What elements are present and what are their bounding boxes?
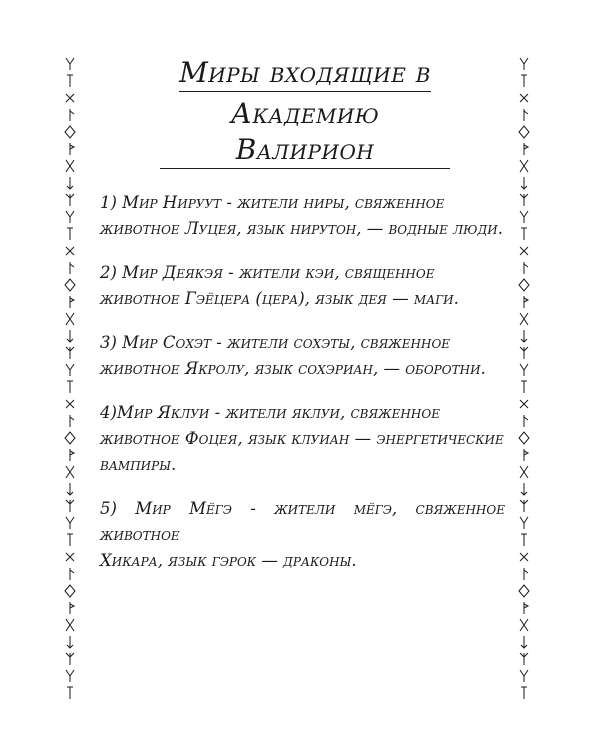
rune-glyph-icon <box>520 58 528 70</box>
rune-glyph-icon <box>70 143 74 155</box>
rune-glyph-icon <box>524 143 528 155</box>
rune-glyph-icon <box>66 466 74 478</box>
rune-glyph-icon <box>66 553 74 561</box>
world-entry <box>100 400 505 478</box>
rune-glyph-icon <box>521 534 527 546</box>
rune-glyph-icon <box>520 211 528 223</box>
rune-glyph-icon <box>520 466 528 478</box>
rune-glyph-icon <box>67 687 73 699</box>
rune-glyph-icon <box>520 364 528 376</box>
rune-glyph-icon <box>70 296 74 308</box>
world-entry <box>100 190 505 242</box>
rune-border-ornament-icon <box>62 50 78 700</box>
rune-glyph-icon <box>520 517 528 529</box>
rune-glyph-icon <box>66 500 74 512</box>
entry-line: животное Луцея, язык нирутон, — водные люди. <box>100 219 503 238</box>
rune-glyph-icon <box>520 313 528 325</box>
rune-glyph-icon <box>66 313 74 325</box>
rune-glyph-icon <box>66 653 74 665</box>
rune-glyph-icon <box>521 636 527 648</box>
entry-line: 2) Мир Деякэя - жители кэи, священное <box>100 263 435 282</box>
rune-glyph-icon <box>67 75 73 87</box>
page-title <box>160 50 450 173</box>
rune-glyph-icon <box>524 415 528 427</box>
rune-glyph-icon <box>521 228 527 240</box>
entry-line: 4)Мир Яклуи - жители яклуи, свяженное <box>100 403 440 422</box>
rune-glyph-icon <box>520 194 528 206</box>
rune-glyph-icon <box>70 449 74 461</box>
rune-glyph-icon <box>519 432 529 444</box>
rune-glyph-icon <box>70 602 74 614</box>
worlds-list <box>100 190 505 592</box>
rune-glyph-icon <box>65 126 75 138</box>
rune-glyph-icon <box>521 330 527 342</box>
rune-glyph-icon <box>524 262 528 274</box>
rune-glyph-icon <box>70 109 74 121</box>
rune-glyph-icon <box>67 381 73 393</box>
rune-glyph-icon <box>66 347 74 359</box>
rune-glyph-icon <box>66 211 74 223</box>
left-rune-border <box>62 50 78 700</box>
rune-glyph-icon <box>520 653 528 665</box>
rune-glyph-icon <box>524 109 528 121</box>
title-line-1: Миры входящие в <box>179 55 431 92</box>
rune-glyph-icon <box>66 194 74 206</box>
rune-glyph-icon <box>521 687 527 699</box>
rune-glyph-icon <box>66 160 74 172</box>
entry-line: Хикара, язык гэрок — драконы. <box>100 551 357 570</box>
title-line-2: Академию Валирион <box>160 96 450 169</box>
rune-glyph-icon <box>67 483 73 495</box>
rune-glyph-icon <box>67 534 73 546</box>
rune-glyph-icon <box>65 432 75 444</box>
rune-glyph-icon <box>521 483 527 495</box>
rune-glyph-icon <box>67 228 73 240</box>
rune-glyph-icon <box>520 670 528 682</box>
rune-glyph-icon <box>519 279 529 291</box>
world-entry <box>100 496 505 574</box>
rune-glyph-icon <box>66 400 74 408</box>
rune-glyph-icon <box>65 585 75 597</box>
entry-line: 1) Мир Нируут - жители ниры, свяженное <box>100 193 445 212</box>
entry-line: животное Гэёцера (цера), язык дея — маги. <box>100 289 459 308</box>
rune-glyph-icon <box>521 177 527 189</box>
rune-glyph-icon <box>66 670 74 682</box>
rune-glyph-icon <box>524 602 528 614</box>
world-entry <box>100 330 505 382</box>
entry-line: вампиры. <box>100 455 177 474</box>
rune-glyph-icon <box>66 247 74 255</box>
rune-glyph-icon <box>520 160 528 172</box>
rune-glyph-icon <box>70 415 74 427</box>
rune-glyph-icon <box>524 568 528 580</box>
entry-line: животное Якролу, язык сохэриан, — оборотни. <box>100 359 486 378</box>
right-rune-border <box>516 50 532 700</box>
rune-glyph-icon <box>66 517 74 529</box>
rune-glyph-icon <box>65 279 75 291</box>
rune-glyph-icon <box>66 94 74 102</box>
rune-glyph-icon <box>67 177 73 189</box>
rune-glyph-icon <box>519 126 529 138</box>
entry-line: 3) Мир Сохэт - жители сохэты, свяженное <box>100 333 451 352</box>
entry-line: 5) Мир Мёгэ - жители мёгэ, свяженное животное <box>100 499 505 544</box>
rune-glyph-icon <box>524 296 528 308</box>
rune-glyph-icon <box>519 585 529 597</box>
rune-glyph-icon <box>67 636 73 648</box>
rune-glyph-icon <box>70 262 74 274</box>
rune-glyph-icon <box>520 94 528 102</box>
rune-glyph-icon <box>66 619 74 631</box>
rune-glyph-icon <box>520 619 528 631</box>
rune-glyph-icon <box>520 553 528 561</box>
rune-glyph-icon <box>66 58 74 70</box>
entry-line: животное Фоцея, язык клуиан — энергетические <box>100 429 504 448</box>
rune-glyph-icon <box>67 330 73 342</box>
rune-glyph-icon <box>66 364 74 376</box>
rune-glyph-icon <box>521 381 527 393</box>
world-entry <box>100 260 505 312</box>
rune-glyph-icon <box>520 347 528 359</box>
rune-glyph-icon <box>520 400 528 408</box>
rune-border-ornament-icon <box>516 50 532 700</box>
rune-glyph-icon <box>520 500 528 512</box>
rune-glyph-icon <box>70 568 74 580</box>
rune-glyph-icon <box>521 75 527 87</box>
rune-glyph-icon <box>524 449 528 461</box>
rune-glyph-icon <box>520 247 528 255</box>
